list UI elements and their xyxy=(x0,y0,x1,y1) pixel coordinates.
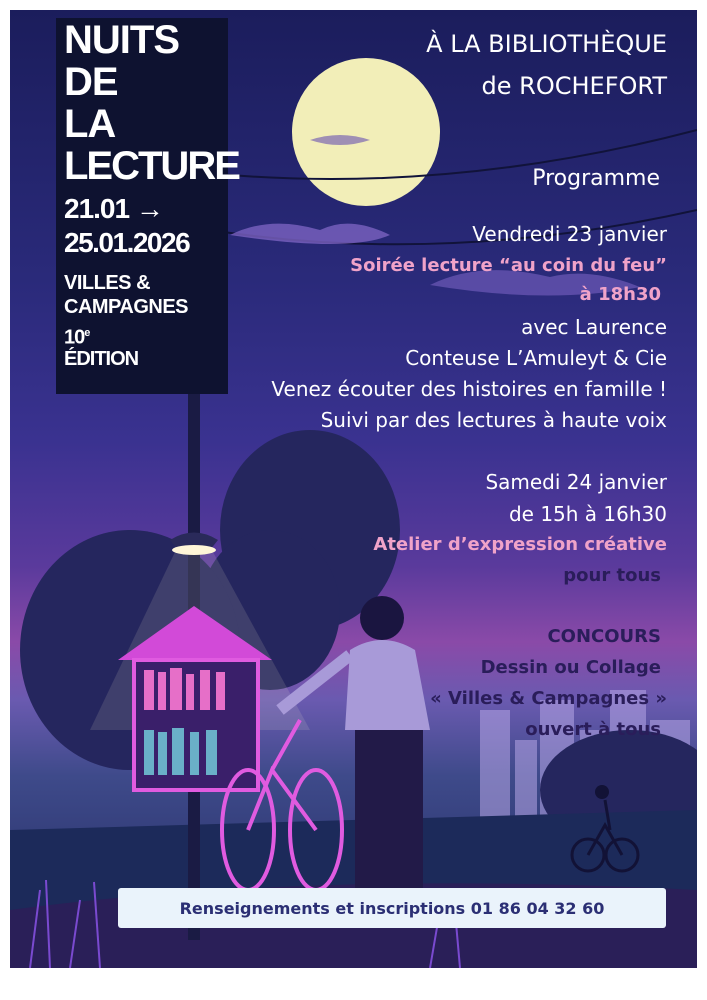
title-line: LECTURE xyxy=(64,144,239,188)
festival-title-box xyxy=(56,18,239,394)
title-line: DE xyxy=(64,60,118,104)
edition-number-suffix: e xyxy=(84,327,90,339)
contest-audience: ouvert à tous xyxy=(525,719,661,740)
saturday-time: de 15h à 16h30 xyxy=(508,502,667,526)
edition-number-value: 10 xyxy=(64,326,85,349)
friday-company: Conteuse L’Amuleyt & Cie xyxy=(405,346,667,370)
contest-title: CONCOURS xyxy=(547,626,661,647)
library-city: de ROCHEFORT xyxy=(481,72,667,100)
title-line: NUITS xyxy=(64,18,179,62)
festival-dates-end: 25.01.2026 xyxy=(64,227,190,258)
cloud xyxy=(230,224,390,244)
info-contact-bar xyxy=(118,888,666,928)
title-line: LA xyxy=(64,102,116,146)
programme-label: Programme xyxy=(532,166,660,191)
festival-dates-start: 21.01 → xyxy=(64,193,163,224)
contest-line: Dessin ou Collage xyxy=(480,657,661,678)
friday-follow-up: Suivi par des lectures à haute voix xyxy=(320,408,667,432)
info-contact-text: Renseignements et inscriptions 01 86 04 32 60 xyxy=(179,898,605,918)
edition-word: ÉDITION xyxy=(64,348,139,370)
friday-host: avec Laurence xyxy=(521,315,667,339)
moon xyxy=(292,58,440,206)
friday-event-time: à 18h30 xyxy=(579,284,661,305)
festival-theme: CAMPAGNES xyxy=(64,296,189,318)
friday-invitation: Venez écouter des histoires en famille ! xyxy=(271,377,667,401)
friday-date: Vendredi 23 janvier xyxy=(472,222,667,246)
contest-theme: « Villes & Campagnes » xyxy=(430,688,667,709)
edition-number xyxy=(64,322,89,349)
saturday-date: Samedi 24 janvier xyxy=(485,470,667,494)
saturday-audience: pour tous xyxy=(563,565,661,586)
saturday-event-title: Atelier d’expression créative xyxy=(373,534,667,555)
friday-event-title: Soirée lecture “au coin du feu” xyxy=(350,255,667,276)
festival-theme: VILLES & xyxy=(64,272,151,294)
poster xyxy=(10,10,697,968)
library-name: À LA BIBLIOTHÈQUE xyxy=(426,30,667,58)
